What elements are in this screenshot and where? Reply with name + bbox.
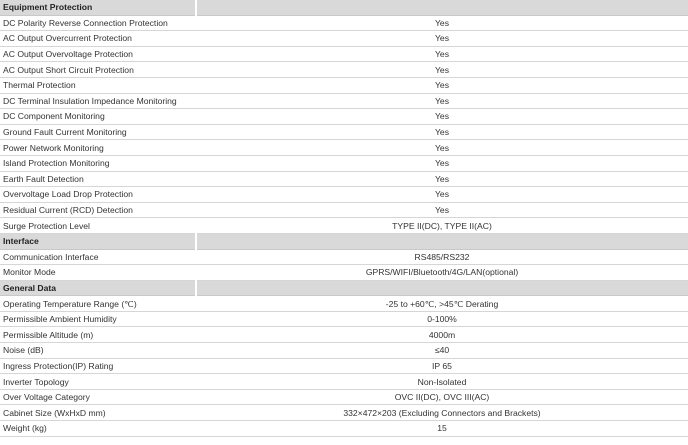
table-row [0,187,688,203]
table-row [0,31,688,47]
section-header [0,280,688,296]
spec-value: GPRS/WIFI/Bluetooth/4G/LAN(optional) [196,265,688,281]
spec-value: Yes [196,124,688,140]
spec-label: Earth Fault Detection [0,171,196,187]
spec-value: Yes [196,155,688,171]
spec-value: Yes [196,187,688,203]
table-row [0,405,688,421]
table-row [0,358,688,374]
spec-value: TYPE II(DC), TYPE II(AC) [196,218,688,234]
section-header [0,0,688,15]
table-row [0,93,688,109]
section-title: Equipment Protection [0,0,196,15]
spec-label: Thermal Protection [0,77,196,93]
spec-value: Yes [196,31,688,47]
spec-value: IP 65 [196,358,688,374]
spec-label: Ingress Protection(IP) Rating [0,358,196,374]
spec-label: DC Polarity Reverse Connection Protection [0,15,196,31]
spec-value: -25 to +60℃, >45℃ Derating [196,296,688,312]
table-row [0,343,688,359]
spec-label: Inverter Topology [0,374,196,390]
table-row [0,249,688,265]
spec-label: Overvoltage Load Drop Protection [0,187,196,203]
spec-label: Surge Protection Level [0,218,196,234]
table-row [0,46,688,62]
table-row [0,124,688,140]
spec-value: Yes [196,15,688,31]
spec-value: OVC II(DC), OVC III(AC) [196,389,688,405]
table-row [0,155,688,171]
spec-value: Yes [196,140,688,156]
spec-value: RS485/RS232 [196,249,688,265]
spec-label: Noise (dB) [0,343,196,359]
table-row [0,218,688,234]
spec-label: Permissible Ambient Humidity [0,311,196,327]
table-row [0,109,688,125]
spec-label: Island Protection Monitoring [0,155,196,171]
spec-value: Yes [196,202,688,218]
section-title: Interface [0,233,196,249]
section-header [0,233,688,249]
spec-value: 0-100% [196,311,688,327]
table-row [0,327,688,343]
table-row [0,421,688,437]
spec-value: Non-Isolated [196,374,688,390]
table-row [0,62,688,78]
table-row [0,171,688,187]
table-row [0,374,688,390]
section-header-blank [196,0,688,15]
spec-value: 15 [196,421,688,437]
spec-label: AC Output Overcurrent Protection [0,31,196,47]
table-row [0,202,688,218]
table-row [0,389,688,405]
spec-value: Yes [196,109,688,125]
spec-label: Power Network Monitoring [0,140,196,156]
table-row [0,265,688,281]
spec-value: 4000m [196,327,688,343]
spec-label: Operating Temperature Range (℃) [0,296,196,312]
table-row [0,15,688,31]
spec-label: DC Terminal Insulation Impedance Monitoring [0,93,196,109]
spec-value: Yes [196,62,688,78]
spec-label: Permissible Altitude (m) [0,327,196,343]
section-title: General Data [0,280,196,296]
table-row [0,140,688,156]
spec-label: Ground Fault Current Monitoring [0,124,196,140]
table-row [0,311,688,327]
table-row [0,296,688,312]
spec-label: Cabinet Size (WxHxD mm) [0,405,196,421]
spec-label: Over Voltage Category [0,389,196,405]
spec-value: 332×472×203 (Excluding Connectors and Brackets) [196,405,688,421]
spec-value: ≤40 [196,343,688,359]
spec-label: AC Output Short Circuit Protection [0,62,196,78]
spec-label: Monitor Mode [0,265,196,281]
spec-value: Yes [196,46,688,62]
spec-label: Communication Interface [0,249,196,265]
spec-label: DC Component Monitoring [0,109,196,125]
spec-label: AC Output Overvoltage Protection [0,46,196,62]
section-header-blank [196,280,688,296]
spec-value: Yes [196,171,688,187]
section-header-blank [196,233,688,249]
spec-value: Yes [196,93,688,109]
spec-value: Yes [196,77,688,93]
spec-label: Weight (kg) [0,421,196,437]
spec-label: Residual Current (RCD) Detection [0,202,196,218]
table-row [0,77,688,93]
